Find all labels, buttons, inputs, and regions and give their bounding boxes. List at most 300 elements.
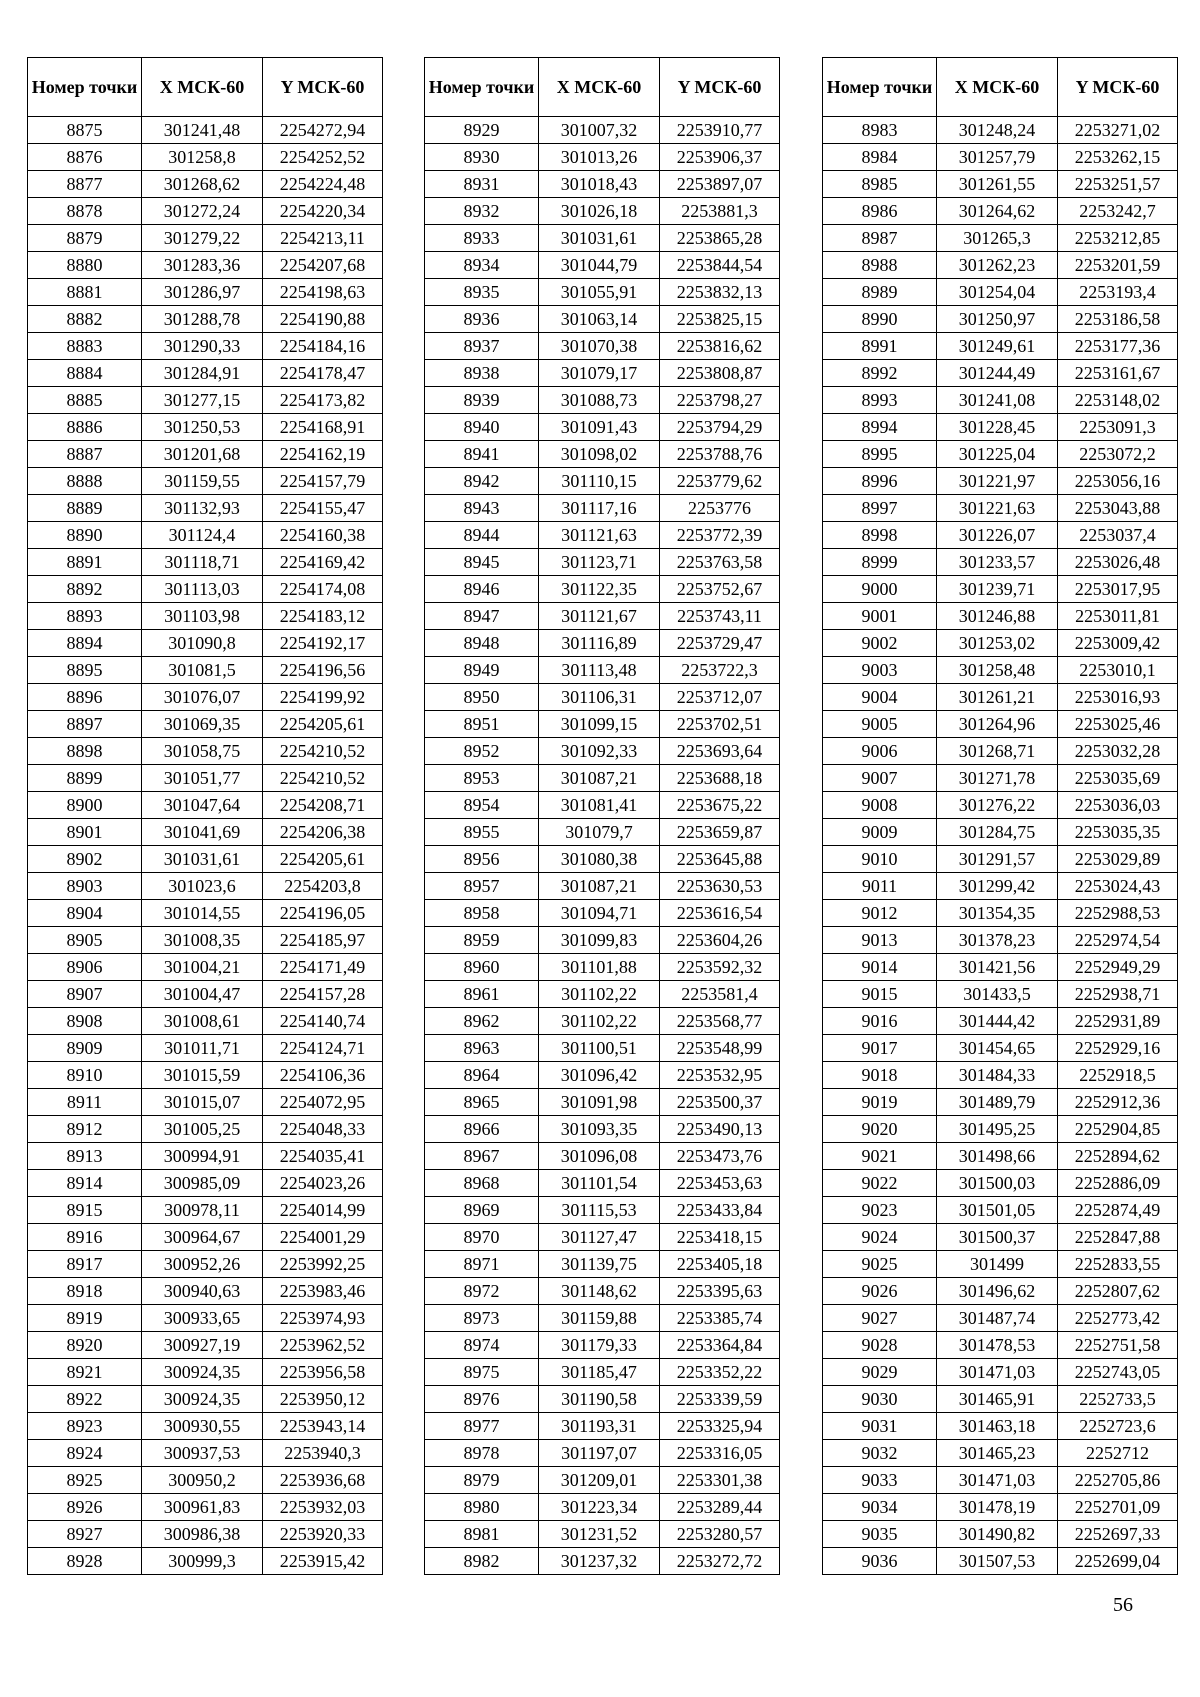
point-number-cell: 8878	[28, 198, 142, 225]
point-number-cell: 8916	[28, 1224, 142, 1251]
point-number-cell: 8926	[28, 1494, 142, 1521]
y-coordinate-cell: 2253659,87	[660, 819, 780, 846]
y-coordinate-header: Y МСК-60	[263, 58, 383, 117]
point-number-cell: 9010	[823, 846, 937, 873]
y-coordinate-cell: 2252847,88	[1058, 1224, 1178, 1251]
page-number: 56	[1113, 1594, 1133, 1616]
table-row	[425, 846, 780, 873]
y-coordinate-cell: 2254207,68	[263, 252, 383, 279]
point-number-cell: 9035	[823, 1521, 937, 1548]
x-coordinate-cell: 301465,91	[937, 1386, 1058, 1413]
point-number-cell: 8995	[823, 441, 937, 468]
point-number-cell: 9015	[823, 981, 937, 1008]
x-coordinate-cell: 301246,88	[937, 603, 1058, 630]
table-row	[28, 1035, 383, 1062]
x-coordinate-cell: 301489,79	[937, 1089, 1058, 1116]
table-row	[425, 495, 780, 522]
table-row	[823, 279, 1178, 306]
y-coordinate-cell: 2253604,26	[660, 927, 780, 954]
y-coordinate-cell: 2254213,11	[263, 225, 383, 252]
y-coordinate-cell: 2253844,54	[660, 252, 780, 279]
x-coordinate-cell: 301463,18	[937, 1413, 1058, 1440]
x-coordinate-cell: 301487,74	[937, 1305, 1058, 1332]
point-number-cell: 8967	[425, 1143, 539, 1170]
y-coordinate-cell: 2254035,41	[263, 1143, 383, 1170]
y-coordinate-cell: 2253418,15	[660, 1224, 780, 1251]
table-row	[823, 738, 1178, 765]
table-row	[823, 1305, 1178, 1332]
x-coordinate-cell: 301276,22	[937, 792, 1058, 819]
table-row	[28, 171, 383, 198]
x-coordinate-cell: 300986,38	[142, 1521, 263, 1548]
point-number-cell: 8897	[28, 711, 142, 738]
table-row	[823, 1089, 1178, 1116]
x-coordinate-cell: 301501,05	[937, 1197, 1058, 1224]
x-coordinate-cell: 301121,67	[539, 603, 660, 630]
x-coordinate-cell: 301500,03	[937, 1170, 1058, 1197]
table-row	[28, 1143, 383, 1170]
x-coordinate-cell: 301096,08	[539, 1143, 660, 1170]
x-coordinate-cell: 301079,17	[539, 360, 660, 387]
x-coordinate-cell: 301122,35	[539, 576, 660, 603]
y-coordinate-cell: 2254169,42	[263, 549, 383, 576]
table-row	[425, 441, 780, 468]
x-coordinate-cell: 301101,54	[539, 1170, 660, 1197]
y-coordinate-cell: 2254205,61	[263, 711, 383, 738]
y-coordinate-cell: 2253752,67	[660, 576, 780, 603]
point-number-cell: 9017	[823, 1035, 937, 1062]
y-coordinate-cell: 2253779,62	[660, 468, 780, 495]
y-coordinate-cell: 2253722,3	[660, 657, 780, 684]
x-coordinate-cell: 301090,8	[142, 630, 263, 657]
point-number-cell: 9006	[823, 738, 937, 765]
y-coordinate-cell: 2254198,63	[263, 279, 383, 306]
x-coordinate-cell: 301159,55	[142, 468, 263, 495]
table-row	[28, 792, 383, 819]
table-body	[823, 117, 1178, 1575]
point-number-cell: 9005	[823, 711, 937, 738]
point-number-cell: 8998	[823, 522, 937, 549]
y-coordinate-cell: 2253992,25	[263, 1251, 383, 1278]
table-row	[823, 1278, 1178, 1305]
x-coordinate-cell: 301268,71	[937, 738, 1058, 765]
table-row	[28, 738, 383, 765]
y-coordinate-cell: 2252974,54	[1058, 927, 1178, 954]
table-row	[425, 1143, 780, 1170]
y-coordinate-cell: 2254140,74	[263, 1008, 383, 1035]
table-row	[28, 360, 383, 387]
y-coordinate-cell: 2254205,61	[263, 846, 383, 873]
x-coordinate-cell: 300952,26	[142, 1251, 263, 1278]
x-coordinate-cell: 301159,88	[539, 1305, 660, 1332]
y-coordinate-cell: 2252894,62	[1058, 1143, 1178, 1170]
y-coordinate-cell: 2253072,2	[1058, 441, 1178, 468]
x-coordinate-cell: 301291,57	[937, 846, 1058, 873]
point-number-cell: 8882	[28, 306, 142, 333]
x-coordinate-cell: 301102,22	[539, 1008, 660, 1035]
point-number-cell: 8889	[28, 495, 142, 522]
y-coordinate-cell: 2254184,16	[263, 333, 383, 360]
table-row	[425, 1494, 780, 1521]
table-row	[425, 954, 780, 981]
x-coordinate-cell: 301004,21	[142, 954, 263, 981]
y-coordinate-cell: 2253032,28	[1058, 738, 1178, 765]
x-coordinate-cell: 301139,75	[539, 1251, 660, 1278]
point-number-cell: 8875	[28, 117, 142, 144]
table-row	[425, 1197, 780, 1224]
x-coordinate-cell: 301094,71	[539, 900, 660, 927]
table-row	[823, 1197, 1178, 1224]
x-coordinate-cell: 301007,32	[539, 117, 660, 144]
table-row	[823, 117, 1178, 144]
table-row	[425, 1251, 780, 1278]
x-coordinate-cell: 301288,78	[142, 306, 263, 333]
point-number-cell: 8991	[823, 333, 937, 360]
y-coordinate-cell: 2253289,44	[660, 1494, 780, 1521]
point-number-cell: 8975	[425, 1359, 539, 1386]
y-coordinate-cell: 2253548,99	[660, 1035, 780, 1062]
y-coordinate-cell: 2253920,33	[263, 1521, 383, 1548]
y-coordinate-cell: 2253936,68	[263, 1467, 383, 1494]
point-number-cell: 8922	[28, 1386, 142, 1413]
point-number-cell: 8917	[28, 1251, 142, 1278]
x-coordinate-cell: 301102,22	[539, 981, 660, 1008]
x-coordinate-cell: 301080,38	[539, 846, 660, 873]
x-coordinate-cell: 301265,3	[937, 225, 1058, 252]
point-number-cell: 8912	[28, 1116, 142, 1143]
x-coordinate-cell: 301116,89	[539, 630, 660, 657]
x-coordinate-cell: 301299,42	[937, 873, 1058, 900]
y-coordinate-cell: 2253832,13	[660, 279, 780, 306]
point-number-cell: 8945	[425, 549, 539, 576]
point-number-cell: 8894	[28, 630, 142, 657]
point-number-cell: 9008	[823, 792, 937, 819]
table-row	[823, 1143, 1178, 1170]
table-row	[28, 225, 383, 252]
point-number-cell: 8893	[28, 603, 142, 630]
table-row	[425, 711, 780, 738]
x-coordinate-cell: 300985,09	[142, 1170, 263, 1197]
y-coordinate-cell: 2252697,33	[1058, 1521, 1178, 1548]
y-coordinate-cell: 2252807,62	[1058, 1278, 1178, 1305]
y-coordinate-cell: 2254178,47	[263, 360, 383, 387]
y-coordinate-cell: 2254208,71	[263, 792, 383, 819]
y-coordinate-cell: 2252733,5	[1058, 1386, 1178, 1413]
x-coordinate-cell: 301197,07	[539, 1440, 660, 1467]
point-number-cell: 8993	[823, 387, 937, 414]
x-coordinate-cell: 301127,47	[539, 1224, 660, 1251]
x-coordinate-cell: 301044,79	[539, 252, 660, 279]
table-row	[28, 1089, 383, 1116]
table-body	[425, 117, 780, 1575]
y-coordinate-cell: 2253405,18	[660, 1251, 780, 1278]
x-coordinate-cell: 301110,15	[539, 468, 660, 495]
table-row	[425, 198, 780, 225]
table-row	[425, 1062, 780, 1089]
x-coordinate-cell: 301018,43	[539, 171, 660, 198]
x-coordinate-cell: 301421,56	[937, 954, 1058, 981]
table-row	[823, 1035, 1178, 1062]
table-row	[823, 1494, 1178, 1521]
x-coordinate-cell: 301026,18	[539, 198, 660, 225]
y-coordinate-cell: 2253688,18	[660, 765, 780, 792]
point-number-cell: 8930	[425, 144, 539, 171]
point-number-cell: 9026	[823, 1278, 937, 1305]
table-row	[823, 819, 1178, 846]
table-row	[28, 144, 383, 171]
table-row	[425, 1008, 780, 1035]
point-number-cell: 8938	[425, 360, 539, 387]
y-coordinate-cell: 2254155,47	[263, 495, 383, 522]
point-number-cell: 8944	[425, 522, 539, 549]
x-coordinate-cell: 301444,42	[937, 1008, 1058, 1035]
table-row	[28, 414, 383, 441]
x-coordinate-cell: 301041,69	[142, 819, 263, 846]
table-row	[28, 198, 383, 225]
y-coordinate-cell: 2253473,76	[660, 1143, 780, 1170]
x-coordinate-cell: 301490,82	[937, 1521, 1058, 1548]
table-row	[823, 252, 1178, 279]
x-coordinate-cell: 301249,61	[937, 333, 1058, 360]
x-coordinate-cell: 301221,63	[937, 495, 1058, 522]
x-coordinate-cell: 301290,33	[142, 333, 263, 360]
x-coordinate-cell: 301271,78	[937, 765, 1058, 792]
y-coordinate-cell: 2254183,12	[263, 603, 383, 630]
x-coordinate-cell: 301087,21	[539, 873, 660, 900]
x-coordinate-cell: 301099,15	[539, 711, 660, 738]
y-coordinate-cell: 2252705,86	[1058, 1467, 1178, 1494]
x-coordinate-cell: 301091,98	[539, 1089, 660, 1116]
y-coordinate-cell: 2253897,07	[660, 171, 780, 198]
table-row	[823, 630, 1178, 657]
x-coordinate-cell: 301008,35	[142, 927, 263, 954]
x-coordinate-cell: 300937,53	[142, 1440, 263, 1467]
x-coordinate-cell: 301005,25	[142, 1116, 263, 1143]
y-coordinate-cell: 2253037,4	[1058, 522, 1178, 549]
table-row	[28, 333, 383, 360]
x-coordinate-cell: 301015,07	[142, 1089, 263, 1116]
y-coordinate-cell: 2253010,1	[1058, 657, 1178, 684]
table-row	[425, 1359, 780, 1386]
y-coordinate-cell: 2253453,63	[660, 1170, 780, 1197]
y-coordinate-cell: 2253729,47	[660, 630, 780, 657]
y-coordinate-cell: 2253262,15	[1058, 144, 1178, 171]
table-row	[28, 1008, 383, 1035]
table-row	[425, 360, 780, 387]
point-number-cell: 8953	[425, 765, 539, 792]
x-coordinate-cell: 301496,62	[937, 1278, 1058, 1305]
point-number-cell: 9024	[823, 1224, 937, 1251]
table-row	[823, 765, 1178, 792]
point-number-cell: 8920	[28, 1332, 142, 1359]
x-coordinate-cell: 301124,4	[142, 522, 263, 549]
point-number-cell: 8908	[28, 1008, 142, 1035]
table-row	[425, 279, 780, 306]
point-number-cell: 8929	[425, 117, 539, 144]
table-row	[28, 1413, 383, 1440]
table-row	[28, 1170, 383, 1197]
table-row	[823, 900, 1178, 927]
point-number-cell: 8983	[823, 117, 937, 144]
point-number-cell: 8969	[425, 1197, 539, 1224]
point-number-cell: 8971	[425, 1251, 539, 1278]
point-number-cell: 8932	[425, 198, 539, 225]
y-coordinate-header: Y МСК-60	[1058, 58, 1178, 117]
point-number-cell: 8952	[425, 738, 539, 765]
x-coordinate-cell: 300994,91	[142, 1143, 263, 1170]
point-number-cell: 8939	[425, 387, 539, 414]
y-coordinate-cell: 2253043,88	[1058, 495, 1178, 522]
table-row	[28, 657, 383, 684]
x-coordinate-cell: 301257,79	[937, 144, 1058, 171]
x-coordinate-cell: 301117,16	[539, 495, 660, 522]
point-number-cell: 8985	[823, 171, 937, 198]
point-number-cell: 8921	[28, 1359, 142, 1386]
point-number-cell: 8886	[28, 414, 142, 441]
point-number-cell: 8903	[28, 873, 142, 900]
x-coordinate-cell: 301465,23	[937, 1440, 1058, 1467]
x-coordinate-cell: 301100,51	[539, 1035, 660, 1062]
x-coordinate-cell: 301132,93	[142, 495, 263, 522]
x-coordinate-cell: 301264,96	[937, 711, 1058, 738]
point-number-cell: 8982	[425, 1548, 539, 1575]
point-number-header: Номер точки	[425, 58, 539, 117]
x-coordinate-cell: 301031,61	[142, 846, 263, 873]
table-row	[28, 1548, 383, 1575]
x-coordinate-cell: 301148,62	[539, 1278, 660, 1305]
table-row	[425, 1413, 780, 1440]
coordinate-table-3	[822, 57, 1178, 1575]
point-number-cell: 8918	[28, 1278, 142, 1305]
y-coordinate-cell: 2253056,16	[1058, 468, 1178, 495]
y-coordinate-cell: 2253280,57	[660, 1521, 780, 1548]
y-coordinate-cell: 2253177,36	[1058, 333, 1178, 360]
y-coordinate-cell: 2253339,59	[660, 1386, 780, 1413]
y-coordinate-cell: 2252743,05	[1058, 1359, 1178, 1386]
x-coordinate-cell: 300933,65	[142, 1305, 263, 1332]
y-coordinate-cell: 2254174,08	[263, 576, 383, 603]
y-coordinate-cell: 2254206,38	[263, 819, 383, 846]
y-coordinate-cell: 2253011,81	[1058, 603, 1178, 630]
y-coordinate-cell: 2253950,12	[263, 1386, 383, 1413]
y-coordinate-cell: 2253932,03	[263, 1494, 383, 1521]
table-row	[425, 1467, 780, 1494]
table-row	[425, 765, 780, 792]
y-coordinate-cell: 2253962,52	[263, 1332, 383, 1359]
x-coordinate-cell: 301454,65	[937, 1035, 1058, 1062]
table-row	[823, 225, 1178, 252]
x-coordinate-cell: 301495,25	[937, 1116, 1058, 1143]
table-row	[425, 171, 780, 198]
table-row	[28, 387, 383, 414]
point-number-cell: 8940	[425, 414, 539, 441]
x-coordinate-cell: 301262,23	[937, 252, 1058, 279]
y-coordinate-cell: 2254190,88	[263, 306, 383, 333]
point-number-cell: 9018	[823, 1062, 937, 1089]
y-coordinate-cell: 2253592,32	[660, 954, 780, 981]
point-number-cell: 8963	[425, 1035, 539, 1062]
table-row	[28, 1521, 383, 1548]
y-coordinate-cell: 2253630,53	[660, 873, 780, 900]
x-coordinate-header: X МСК-60	[539, 58, 660, 117]
table-row	[425, 1305, 780, 1332]
table-row	[425, 1521, 780, 1548]
point-number-cell: 8990	[823, 306, 937, 333]
point-number-cell: 9004	[823, 684, 937, 711]
point-number-cell: 8988	[823, 252, 937, 279]
y-coordinate-cell: 2253943,14	[263, 1413, 383, 1440]
y-coordinate-cell: 2252929,16	[1058, 1035, 1178, 1062]
table-row	[823, 954, 1178, 981]
y-coordinate-cell: 2252751,58	[1058, 1332, 1178, 1359]
x-coordinate-cell: 301087,21	[539, 765, 660, 792]
x-coordinate-cell: 301011,71	[142, 1035, 263, 1062]
x-coordinate-cell: 301478,19	[937, 1494, 1058, 1521]
table-row	[28, 1467, 383, 1494]
y-coordinate-cell: 2253974,93	[263, 1305, 383, 1332]
table-row	[823, 414, 1178, 441]
x-coordinate-cell: 301499	[937, 1251, 1058, 1278]
x-coordinate-cell: 301101,88	[539, 954, 660, 981]
x-coordinate-cell: 301014,55	[142, 900, 263, 927]
table-row	[823, 1413, 1178, 1440]
point-number-cell: 8877	[28, 171, 142, 198]
table-row	[823, 657, 1178, 684]
y-coordinate-cell: 2253301,38	[660, 1467, 780, 1494]
x-coordinate-cell: 301092,33	[539, 738, 660, 765]
table-row	[28, 252, 383, 279]
point-number-cell: 9031	[823, 1413, 937, 1440]
table-row	[28, 1224, 383, 1251]
table-row	[425, 144, 780, 171]
table-row	[28, 1305, 383, 1332]
y-coordinate-cell: 2253693,64	[660, 738, 780, 765]
y-coordinate-cell: 2253910,77	[660, 117, 780, 144]
y-coordinate-cell: 2253702,51	[660, 711, 780, 738]
point-number-cell: 9025	[823, 1251, 937, 1278]
point-number-cell: 8924	[28, 1440, 142, 1467]
point-number-cell: 8943	[425, 495, 539, 522]
table-row	[28, 117, 383, 144]
table-row	[823, 1008, 1178, 1035]
table-row	[823, 144, 1178, 171]
y-coordinate-cell: 2253385,74	[660, 1305, 780, 1332]
y-coordinate-cell: 2253271,02	[1058, 117, 1178, 144]
y-coordinate-cell: 2253242,7	[1058, 198, 1178, 225]
point-number-cell: 9003	[823, 657, 937, 684]
y-coordinate-cell: 2253352,22	[660, 1359, 780, 1386]
y-coordinate-cell: 2254106,36	[263, 1062, 383, 1089]
table-row	[425, 387, 780, 414]
x-coordinate-cell: 300978,11	[142, 1197, 263, 1224]
y-coordinate-cell: 2253364,84	[660, 1332, 780, 1359]
point-number-cell: 8899	[28, 765, 142, 792]
point-number-cell: 8892	[28, 576, 142, 603]
point-number-header: Номер точки	[28, 58, 142, 117]
y-coordinate-cell: 2254196,05	[263, 900, 383, 927]
y-coordinate-cell: 2254252,52	[263, 144, 383, 171]
y-coordinate-cell: 2254001,29	[263, 1224, 383, 1251]
x-coordinate-cell: 300961,83	[142, 1494, 263, 1521]
x-coordinate-cell: 301098,02	[539, 441, 660, 468]
x-coordinate-cell: 301507,53	[937, 1548, 1058, 1575]
point-number-cell: 8951	[425, 711, 539, 738]
table-row	[28, 981, 383, 1008]
x-coordinate-cell: 301354,35	[937, 900, 1058, 927]
x-coordinate-cell: 300924,35	[142, 1386, 263, 1413]
table-row	[28, 576, 383, 603]
x-coordinate-cell: 301284,75	[937, 819, 1058, 846]
